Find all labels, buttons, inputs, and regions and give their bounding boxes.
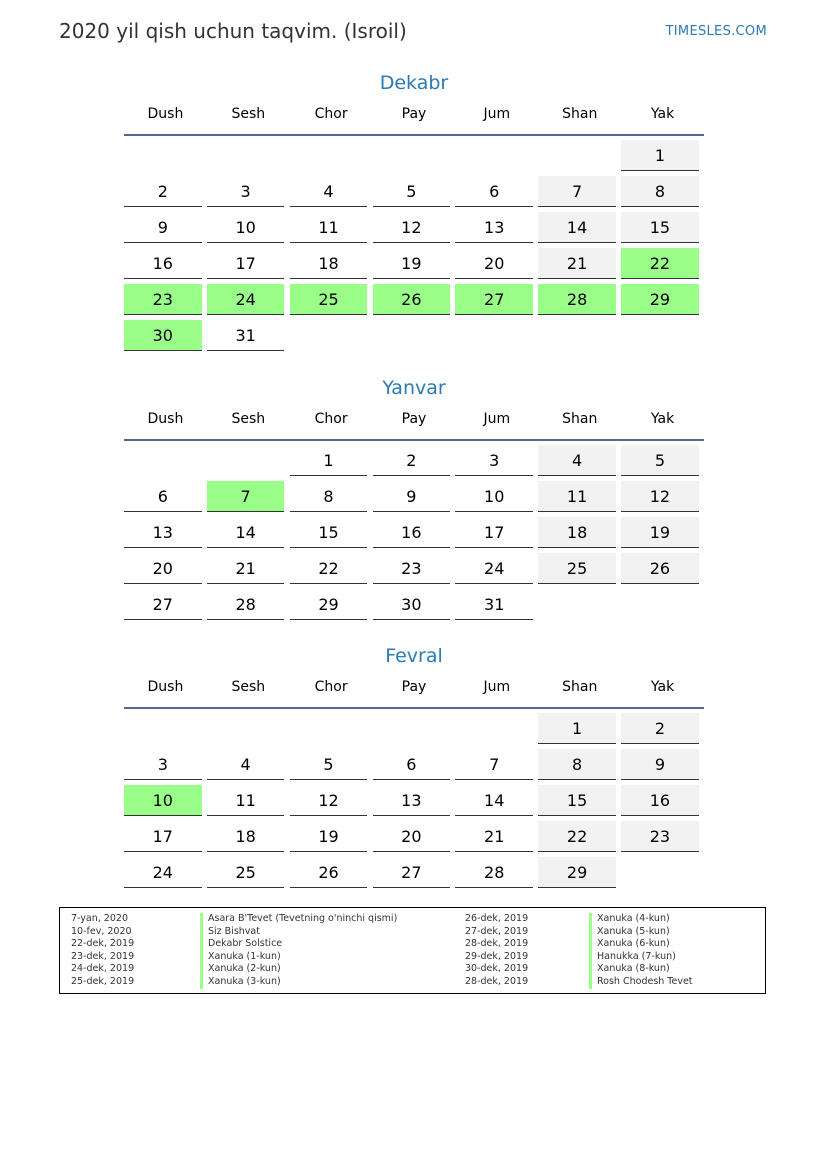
day-cell: 7: [538, 176, 616, 207]
day-cell: 7: [455, 749, 533, 780]
day-cell: 2: [124, 176, 202, 207]
day-cell: 30: [373, 589, 451, 620]
holiday-legend: [59, 907, 766, 994]
empty-day-cell: [538, 320, 616, 351]
legend-date: 28-dek, 2019: [465, 975, 529, 987]
day-cell: 23: [621, 821, 699, 852]
day-cell: 1: [538, 713, 616, 744]
day-cell: 9: [124, 212, 202, 243]
day-cell: 25: [290, 284, 368, 315]
day-cell: 9: [373, 481, 451, 512]
day-cell: 6: [124, 481, 202, 512]
day-cell: 15: [290, 517, 368, 548]
day-cell: 20: [455, 248, 533, 279]
day-cell: 2: [373, 445, 451, 476]
legend-date: 7-yan, 2020: [71, 913, 128, 924]
day-cell: 4: [538, 445, 616, 476]
day-cell: 6: [373, 749, 451, 780]
day-cell: 27: [124, 589, 202, 620]
day-cell: 3: [124, 749, 202, 780]
weekday-label: Chor: [314, 411, 348, 427]
empty-day-cell: [455, 320, 533, 351]
weekday-label: Pay: [401, 106, 427, 122]
day-cell: 22: [538, 821, 616, 852]
day-cell: 24: [455, 553, 533, 584]
month-yanvar: [124, 376, 704, 625]
day-cell: 16: [124, 248, 202, 279]
day-cell: 13: [373, 785, 451, 816]
day-cell: 15: [538, 785, 616, 816]
week-row: [124, 713, 704, 749]
weekday-label: Yak: [650, 411, 675, 427]
weekday-label: Sesh: [231, 679, 266, 695]
empty-day-cell: [538, 140, 616, 171]
day-cell: 7: [207, 481, 285, 512]
empty-day-cell: [455, 140, 533, 171]
day-cell: 2: [621, 713, 699, 744]
day-cell: 17: [124, 821, 202, 852]
weekday-header: [124, 679, 704, 709]
empty-day-cell: [373, 140, 451, 171]
day-cell: 26: [373, 284, 451, 315]
legend-date: 23-dek, 2019: [71, 950, 135, 962]
week-row: [124, 176, 704, 212]
day-cell: 25: [207, 857, 285, 888]
day-cell: 17: [207, 248, 285, 279]
legend-date: 28-dek, 2019: [465, 938, 529, 950]
legend-holiday-name: Xanuka (6-kun): [589, 938, 693, 951]
day-cell: 5: [290, 749, 368, 780]
empty-day-cell: [207, 445, 285, 476]
day-cell: 20: [373, 821, 451, 852]
week-row: [124, 212, 704, 248]
weekday-label: Shan: [562, 411, 598, 427]
legend-date: 10-fev, 2020: [71, 925, 132, 937]
empty-day-cell: [124, 445, 202, 476]
day-cell: 18: [290, 248, 368, 279]
legend-holiday-name: Hanukka (7-kun): [589, 951, 693, 964]
day-cell: 16: [621, 785, 699, 816]
month-fevral: [124, 644, 704, 893]
day-cell: 11: [207, 785, 285, 816]
weekday-label: Chor: [314, 679, 348, 695]
day-cell: 18: [207, 821, 285, 852]
month-dekabr: [124, 71, 704, 356]
legend-holiday-name: Xanuka (3-kun): [200, 976, 397, 989]
weekday-label: Dush: [147, 106, 184, 122]
legend-date: 24-dek, 2019: [71, 963, 135, 975]
day-cell: 25: [538, 553, 616, 584]
empty-day-cell: [290, 140, 368, 171]
day-cell: 28: [455, 857, 533, 888]
day-cell: 10: [124, 785, 202, 816]
week-row: [124, 517, 704, 553]
legend-date: 27-dek, 2019: [465, 925, 529, 937]
legend-date: 25-dek, 2019: [71, 975, 135, 987]
legend-holiday-name: Rosh Chodesh Tevet: [589, 976, 693, 989]
day-cell: 27: [455, 284, 533, 315]
empty-day-cell: [373, 320, 451, 351]
day-cell: 3: [455, 445, 533, 476]
day-cell: 16: [373, 517, 451, 548]
empty-day-cell: [373, 713, 451, 744]
day-cell: 9: [621, 749, 699, 780]
weekday-label: Dush: [147, 679, 184, 695]
legend-date: 29-dek, 2019: [465, 950, 529, 962]
day-cell: 10: [207, 212, 285, 243]
legend-holiday-name: Siz Bishvat: [200, 926, 397, 939]
legend-holiday-name: Asara B'Tevet (Tevetning o'ninchi qismi): [200, 913, 397, 926]
weekday-label: Jum: [483, 106, 511, 122]
empty-day-cell: [124, 713, 202, 744]
day-cell: 19: [621, 517, 699, 548]
legend-date: 26-dek, 2019: [465, 913, 529, 924]
day-cell: 12: [373, 212, 451, 243]
day-cell: 12: [290, 785, 368, 816]
weekday-label: Sesh: [231, 411, 266, 427]
legend-holiday-name: Xanuka (4-kun): [589, 913, 693, 926]
day-cell: 24: [124, 857, 202, 888]
week-row: [124, 481, 704, 517]
day-cell: 29: [621, 284, 699, 315]
day-cell: 12: [621, 481, 699, 512]
day-cell: 22: [621, 248, 699, 279]
day-cell: 24: [207, 284, 285, 315]
month-title: Fevral: [385, 645, 443, 667]
day-cell: 17: [455, 517, 533, 548]
week-row: [124, 785, 704, 821]
day-cell: 21: [455, 821, 533, 852]
page-title: 2020 yil qish uchun taqvim. (Isroil): [59, 19, 407, 43]
day-cell: 4: [207, 749, 285, 780]
day-cell: 14: [207, 517, 285, 548]
week-row: [124, 140, 704, 176]
day-cell: 19: [373, 248, 451, 279]
day-cell: 1: [621, 140, 699, 171]
empty-day-cell: [290, 320, 368, 351]
week-row: [124, 248, 704, 284]
day-cell: 10: [455, 481, 533, 512]
site-link[interactable]: TIMESLES.COM: [665, 24, 767, 39]
empty-day-cell: [621, 857, 699, 888]
empty-day-cell: [290, 713, 368, 744]
day-cell: 29: [290, 589, 368, 620]
day-cell: 21: [538, 248, 616, 279]
weekday-label: Yak: [650, 679, 675, 695]
weekday-label: Sesh: [231, 106, 266, 122]
month-title: Yanvar: [382, 377, 446, 399]
weekday-label: Jum: [483, 679, 511, 695]
day-cell: 14: [538, 212, 616, 243]
weekday-label: Dush: [147, 411, 184, 427]
weekday-label: Yak: [650, 106, 675, 122]
day-cell: 8: [290, 481, 368, 512]
day-cell: 11: [290, 212, 368, 243]
weekday-label: Chor: [314, 106, 348, 122]
day-cell: 26: [621, 553, 699, 584]
legend-holiday-name: Dekabr Solstice: [200, 938, 397, 951]
month-title: Dekabr: [379, 72, 449, 94]
day-cell: 21: [207, 553, 285, 584]
day-cell: 20: [124, 553, 202, 584]
legend-date: 30-dek, 2019: [465, 963, 529, 975]
day-cell: 28: [207, 589, 285, 620]
legend-holiday-name: Xanuka (1-kun): [200, 951, 397, 964]
legend-holiday-name: Xanuka (8-kun): [589, 963, 693, 976]
day-cell: 29: [538, 857, 616, 888]
day-cell: 23: [124, 284, 202, 315]
legend-holiday-name: Xanuka (2-kun): [200, 963, 397, 976]
week-row: [124, 821, 704, 857]
week-row: [124, 445, 704, 481]
day-cell: 27: [373, 857, 451, 888]
empty-day-cell: [621, 320, 699, 351]
day-cell: 3: [207, 176, 285, 207]
day-cell: 5: [373, 176, 451, 207]
day-cell: 28: [538, 284, 616, 315]
day-cell: 4: [290, 176, 368, 207]
day-cell: 30: [124, 320, 202, 351]
week-row: [124, 320, 704, 356]
day-cell: 8: [538, 749, 616, 780]
week-row: [124, 749, 704, 785]
empty-day-cell: [124, 140, 202, 171]
day-cell: 6: [455, 176, 533, 207]
weekday-header: [124, 411, 704, 441]
day-cell: 13: [124, 517, 202, 548]
day-cell: 13: [455, 212, 533, 243]
empty-day-cell: [207, 713, 285, 744]
day-cell: 19: [290, 821, 368, 852]
day-cell: 14: [455, 785, 533, 816]
weekday-label: Pay: [401, 679, 427, 695]
empty-day-cell: [621, 589, 699, 620]
day-cell: 26: [290, 857, 368, 888]
weekday-label: Pay: [401, 411, 427, 427]
weekday-label: Jum: [483, 411, 511, 427]
week-row: [124, 553, 704, 589]
day-cell: 31: [207, 320, 285, 351]
day-cell: 31: [455, 589, 533, 620]
day-cell: 5: [621, 445, 699, 476]
legend-date: 22-dek, 2019: [71, 938, 135, 950]
day-cell: 15: [621, 212, 699, 243]
weekday-label: Shan: [562, 106, 598, 122]
day-cell: 8: [621, 176, 699, 207]
day-cell: 11: [538, 481, 616, 512]
day-cell: 1: [290, 445, 368, 476]
day-cell: 23: [373, 553, 451, 584]
weekday-label: Shan: [562, 679, 598, 695]
weekday-header: [124, 106, 704, 136]
day-cell: 22: [290, 553, 368, 584]
legend-holiday-name: Xanuka (5-kun): [589, 926, 693, 939]
week-row: [124, 589, 704, 625]
empty-day-cell: [538, 589, 616, 620]
week-row: [124, 284, 704, 320]
empty-day-cell: [455, 713, 533, 744]
week-row: [124, 857, 704, 893]
empty-day-cell: [207, 140, 285, 171]
day-cell: 18: [538, 517, 616, 548]
